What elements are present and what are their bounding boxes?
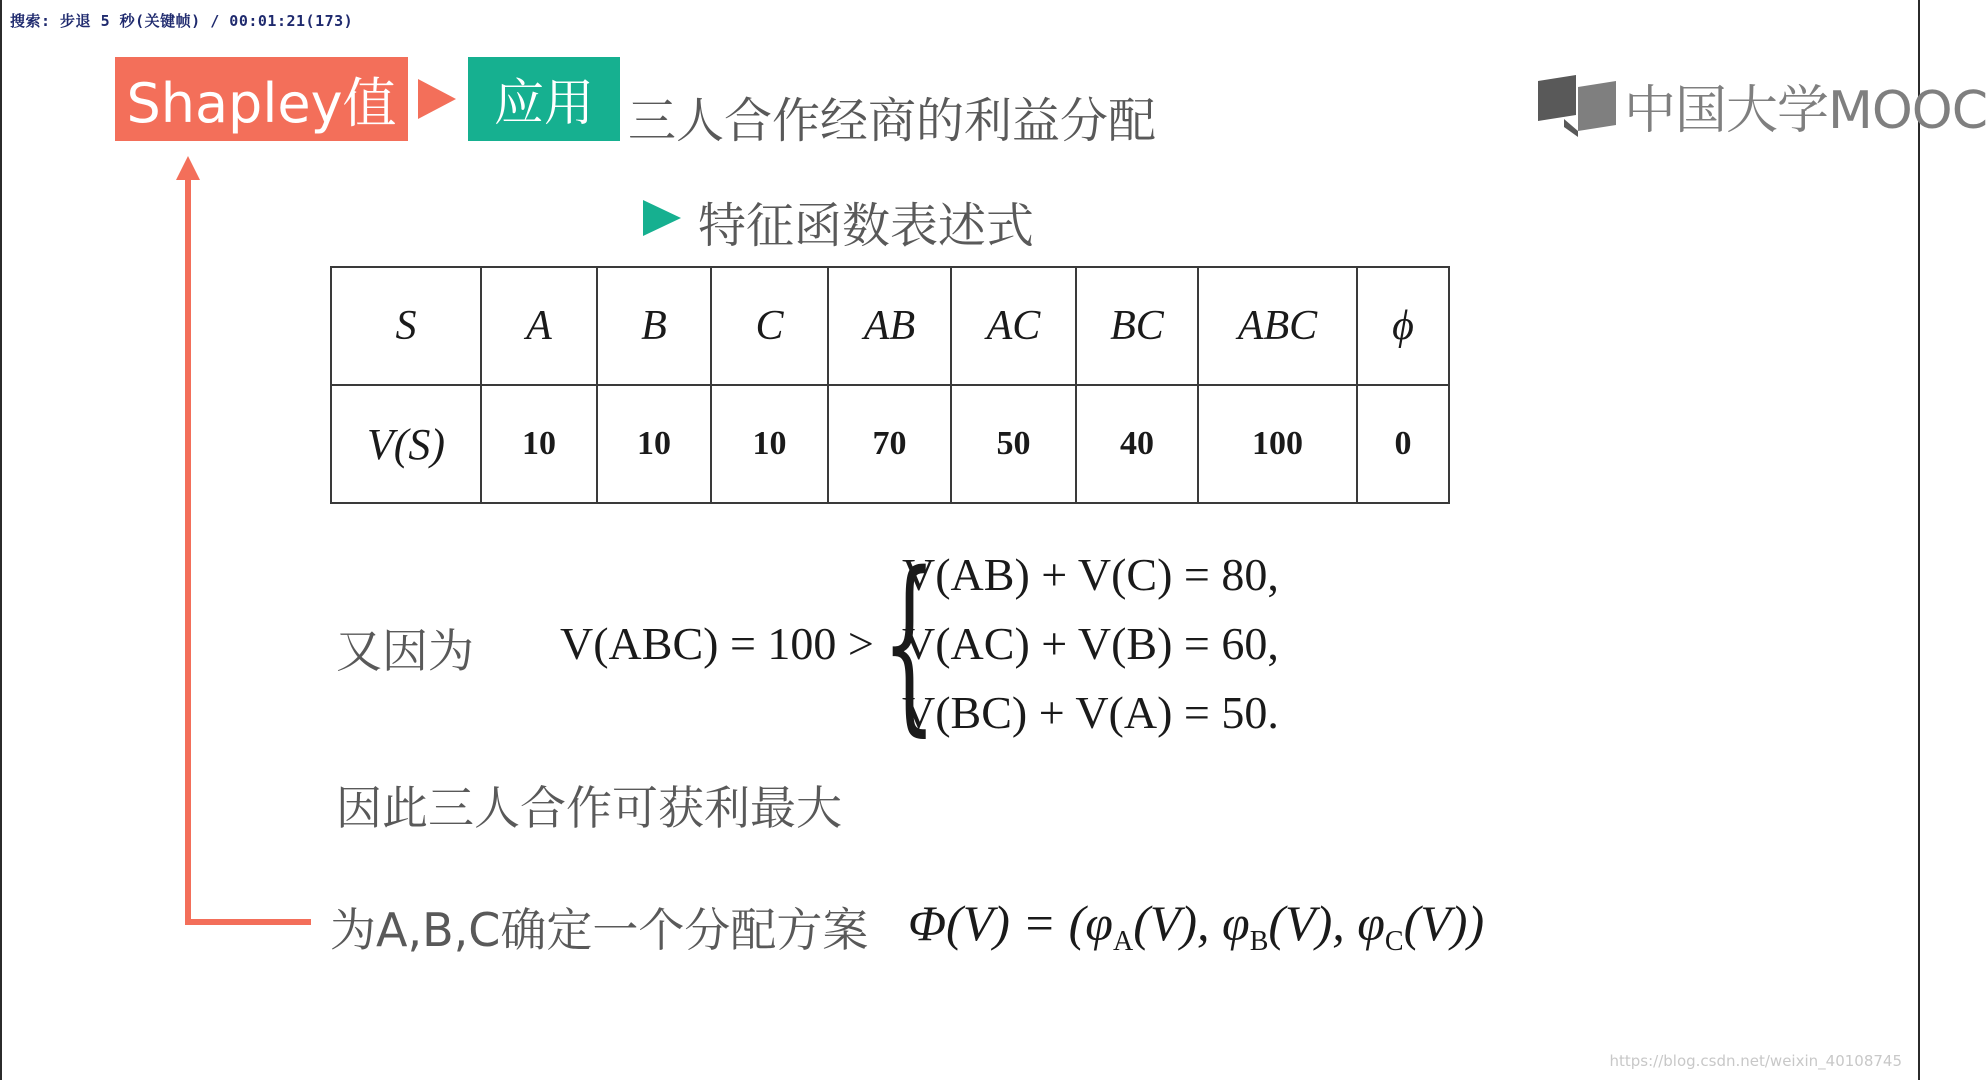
characteristic-function-table [330, 266, 1450, 504]
logo-text: 中国大学MOOC [1624, 81, 1987, 141]
subheading: 特征函数表述式 [698, 198, 1035, 254]
equation-line: V(AC) + V(B) = 60, [902, 618, 1279, 669]
formula-part: (V), φ [1133, 895, 1250, 951]
conclusion-text: 因此三人合作可获利最大 [336, 781, 842, 835]
allocation-formula [908, 894, 1484, 958]
formula-subscript: B [1249, 926, 1269, 957]
formula-part: (V), φ [1268, 895, 1385, 951]
connector-line-vertical [185, 172, 191, 925]
table-header-cell: ϕ [1357, 267, 1449, 385]
table-header-cell: AB [828, 267, 951, 385]
formula-subscript: C [1384, 926, 1404, 957]
table-cell: 10 [481, 385, 597, 503]
table-cell: 40 [1076, 385, 1198, 503]
table-header-cell: A [481, 267, 597, 385]
because-label: 又因为 [336, 624, 474, 678]
mooc-book-icon [1538, 75, 1616, 137]
formula-part: (V)) [1403, 895, 1485, 951]
table-row [331, 385, 1449, 503]
connector-line-horizontal [185, 919, 311, 925]
table-header-cell: S [331, 267, 481, 385]
bullet-triangle-icon [643, 200, 681, 236]
inequality-lhs: V(ABC) = 100 > [560, 618, 874, 669]
left-brace-icon: { [882, 532, 937, 753]
table-header-cell: B [597, 267, 711, 385]
mooc-logo [1538, 68, 1987, 143]
table-header-cell: ABC [1198, 267, 1357, 385]
table-header-cell: BC [1076, 267, 1198, 385]
allocation-label: 为A,B,C确定一个分配方案 [330, 903, 869, 957]
apply-tag: 应用 [468, 57, 620, 141]
table-cell: 10 [597, 385, 711, 503]
slide-title: 三人合作经商的利益分配 [628, 93, 1157, 149]
table-header-cell: AC [951, 267, 1076, 385]
table-row [331, 267, 1449, 385]
formula-subscript: A [1112, 926, 1134, 957]
window-border-right [1918, 0, 1920, 1080]
table-cell: 100 [1198, 385, 1357, 503]
table-cell: 50 [951, 385, 1076, 503]
shapley-tag: Shapley值 [115, 57, 408, 141]
watermark-url: https://blog.csdn.net/weixin_40108745 [1609, 1052, 1902, 1070]
table-header-cell: C [711, 267, 828, 385]
window-border-left [0, 0, 2, 1080]
player-status-text: 搜索: 步退 5 秒(关键帧) / 00:01:21(173) [10, 12, 354, 30]
table-cell: 70 [828, 385, 951, 503]
equation-line: V(BC) + V(A) = 50. [902, 687, 1279, 738]
table-row-label: V(S) [331, 385, 481, 503]
table-cell: 10 [711, 385, 828, 503]
table-cell: 0 [1357, 385, 1449, 503]
formula-part: Φ(V) = (φ [908, 895, 1113, 951]
equation-line: V(AB) + V(C) = 80, [902, 549, 1279, 600]
play-arrow-icon [418, 79, 456, 119]
